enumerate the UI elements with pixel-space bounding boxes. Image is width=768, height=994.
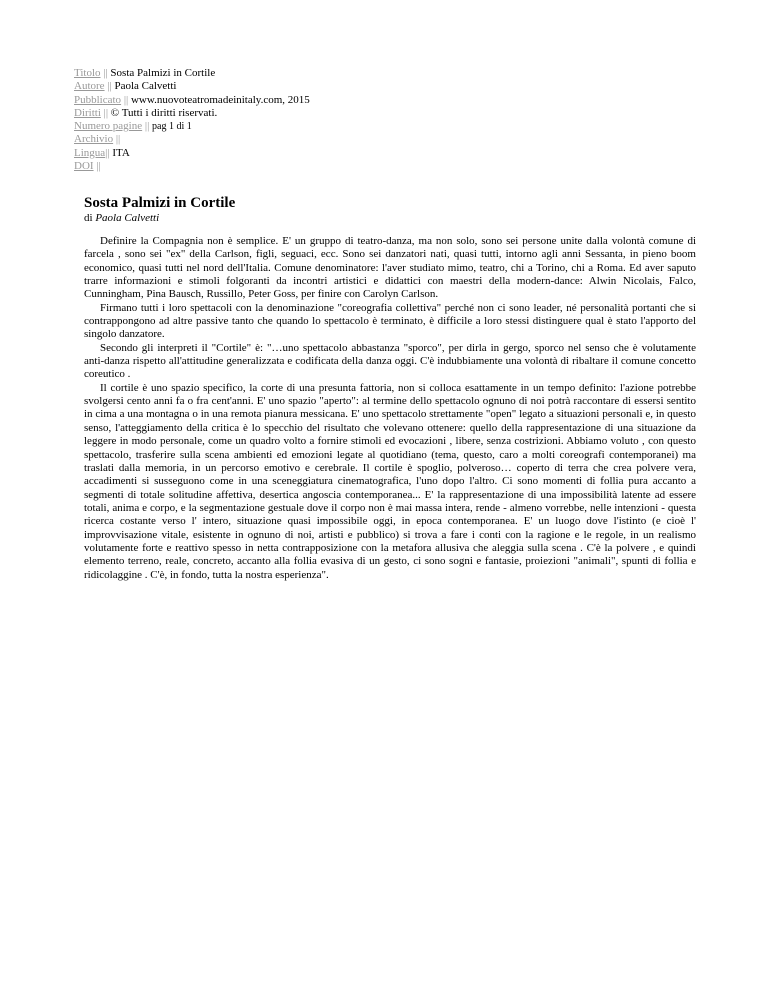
article-paragraph: Definire la Compagnia non è semplice. E' un gruppo di teatro-danza, ma non solo, sono sei persone unite dalla volontà comune di farcela , sono sei "ex" della Carlson, figli, seguaci, ecc. Sono sei danzatori nati, quasi tutti, intorno agli anni Sessanta, in pieno boom economico, quasi tutti nel nord dell'Italia. Comune denominatore: l'aver studiato mimo, teatro, chi a Torino, chi a Roma. Ed aver saputo trarre informazioni e stimoli folgoranti da incontri artistici e didattici con maestri della modern-dance: Alwin Nicolais, Falco, Cunningham, Pina Bausch, Russillo, Peter Goss, per finire con Carolyn Carlson. — [84, 235, 696, 301]
meta-separator: || — [96, 160, 101, 173]
meta-separator: || — [103, 106, 109, 119]
meta-value-language: ITA — [112, 146, 130, 159]
metadata-block — [74, 67, 310, 173]
meta-value-pages: pag 1 di 1 — [152, 121, 192, 133]
meta-row-published — [74, 94, 310, 107]
meta-label-archive[interactable]: Archivio — [74, 133, 114, 146]
meta-label-language[interactable]: Lingua — [74, 146, 106, 159]
meta-label-rights[interactable]: Diritti — [74, 106, 101, 119]
meta-label-doi[interactable]: DOI — [74, 160, 94, 173]
meta-row-language — [74, 147, 310, 160]
byline-prefix: di — [84, 212, 96, 224]
meta-label-author[interactable]: Autore — [74, 80, 105, 93]
meta-value-author: Paola Calvetti — [114, 80, 177, 93]
meta-row-title — [74, 67, 310, 80]
meta-row-rights — [74, 107, 310, 120]
meta-separator: || — [115, 133, 121, 146]
article-paragraph: Secondo gli interpreti il "Cortile" è: "…uno spettacolo abbastanza "sporco", per dirla in gergo, sporco nel senso che è volutamente anti-danza rispetto all'attitudine generalizzata e codificata della danza oggi. C'è indubbiamente una volontà di ribaltare il comune concetto coreutico . — [84, 341, 696, 381]
meta-value-rights: © Tutti i diritti riservati. — [110, 106, 218, 119]
meta-value-published: www.nuovoteatromadeinitaly.com, 2015 — [130, 93, 310, 106]
meta-label-published[interactable]: Pubblicato — [74, 93, 122, 106]
meta-separator: || — [144, 120, 150, 133]
meta-separator: || — [107, 80, 112, 93]
article — [84, 194, 696, 582]
article-paragraph: Firmano tutti i loro spettacoli con la denominazione "coreografia collettiva" perché non ci sono leader, né personalità portanti che si contrappongono ad altre passive tanto che quando lo spettacolo è terminato, è difficile a loro stessi distinguere qual è stato l'apporto del singolo danzatore. — [84, 301, 696, 341]
article-author: Paola Calvetti — [95, 212, 160, 224]
meta-value-title: Sosta Palmizi in Cortile — [110, 67, 216, 79]
meta-separator: || — [103, 67, 108, 79]
article-byline — [84, 212, 696, 225]
meta-row-author — [74, 80, 310, 93]
meta-separator: || — [105, 146, 110, 159]
meta-row-pages — [74, 120, 310, 133]
meta-label-title[interactable]: Titolo — [74, 67, 101, 79]
meta-row-archive — [74, 133, 310, 146]
meta-separator: || — [123, 93, 129, 106]
meta-row-doi — [74, 160, 310, 173]
meta-label-pages[interactable]: Numero pagine — [74, 120, 143, 133]
article-paragraph: Il cortile è uno spazio specifico, la corte di una presunta fattoria, non si colloca esattamente in un tempo definito: l'azione potrebbe svolgersi cento anni fa o fra cent'anni. E' uno spazio "aperto": al termine dello spettacolo ognuno di noi potrà raccontare di essersi sentito in cima a una montagna o in una remota pianura messicana. E' uno spettacolo strettamente "open" legato a situazioni personali e, in questo senso, l'atteggiamento della critica è lo specchio del risultato che volevano ottenere: quello della rappresentazione di una situazione da leggere in modo personale, come un quadro volto a fornire stimoli ed evocazioni , libere, senza costrizioni. Abbiamo voluto , con questo spettacolo, trasferire sulla scena ambienti ed emozioni legate al quotidiano (tema, questo, caro a molti coreografi contemporanei) ma traslati dalla memoria, in un percorso emotivo e cerebrale. Il cortile è spoglio, polveroso… coperto di terra che crea polvere vera, accadimenti si susseguono come in una sceneggiatura cinematografica, l'uno dopo l'altro. Ci sono momenti di follia pura accanto a segmenti di totale solitudine affettiva, desertica angoscia contemporanea... E' la rappresentazione di una impossibilità latente ad essere totali, anima e corpo, e la segmentazione gestuale dove il corpo non è mai massa intera, rende - almeno vorrebbe, nelle intenzioni - questa ricerca costante verso l' intero, situazione quasi impossibile oggi, in epoca contemporanea. E' un luogo dove l'istinto (e cioè l' improvvisazione vitale, esistente in ognuno di noi, artisti e pubblico) si trova a fare i conti con la ragione e le regole, in un realismo volutamente forte e reattivo spesso in netta contrapposizione con la metafora allusiva che aleggia sulla scena . C'è la polvere , e quindi elemento terreno, reale, concreto, accanto alla follia evasiva di un gesto, ci sono sogni e fantasie, proiezioni "animali", spunti di follia e ridicolaggine . C'è, in fondo, tutta la nostra esperienza". — [84, 381, 696, 581]
article-title: Sosta Palmizi in Cortile — [84, 195, 236, 211]
